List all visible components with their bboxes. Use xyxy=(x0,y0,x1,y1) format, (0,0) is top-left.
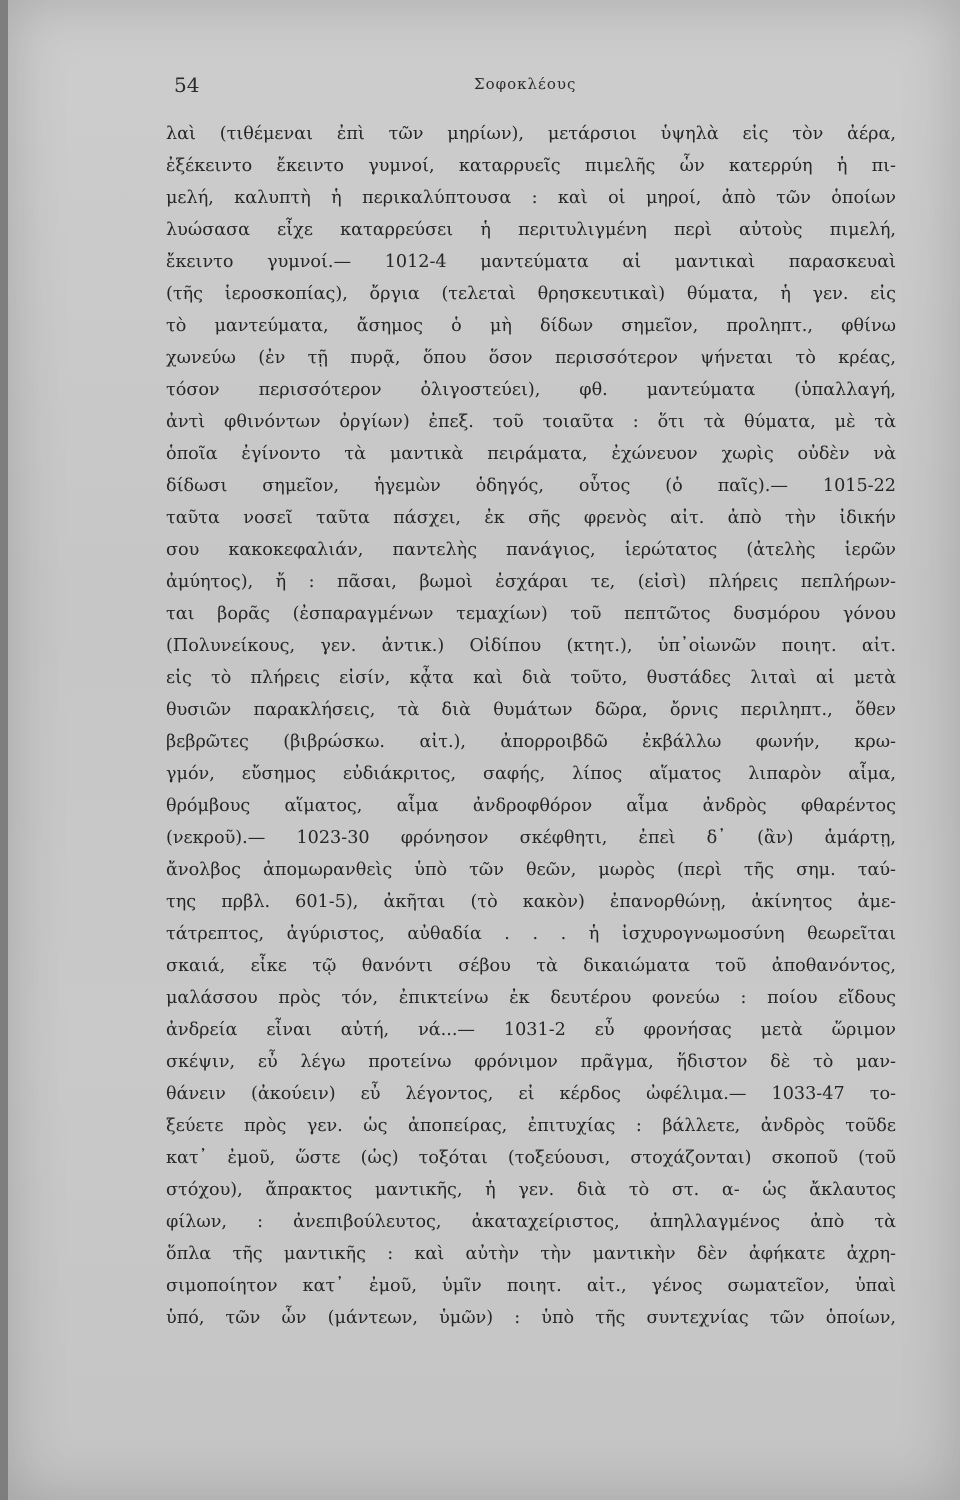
text-line: σου κακοκεφαλιάν, παντελὴς πανάγιος, ἱερώτατος (ἀτελὴς ἱερῶν xyxy=(166,540,896,560)
text-line: τόσον περισσότερον ὀλιγοστεύει), φθ. μαντεύματα (ὑπαλλαγή, xyxy=(166,380,896,400)
text-line: χωνεύω (ἐν τῇ πυρᾷ, ὅπου ὅσον περισσότερον ψήνεται τὸ κρέας, xyxy=(166,348,896,368)
text-line: σιμοποίητον κατ᾽ ἐμοῦ, ὑμῖν ποιητ. αἰτ., γένος σωματεῖον, ὑπαὶ xyxy=(166,1276,896,1296)
text-line: λαὶ (τιθέμεναι ἐπὶ τῶν μηρίων), μετάρσιοι ὑψηλὰ εἰς τὸν ἀέρα, xyxy=(166,124,896,144)
book-page xyxy=(8,0,960,1500)
text-line: ὅπλα τῆς μαντικῆς : καὶ αὐτὴν τὴν μαντικὴν δὲν ἀφήκατε ἀχρη- xyxy=(166,1244,896,1264)
text-line: ἀντὶ φθινόντων ὀργίων) ἐπεξ. τοῦ τοιαῦτα : ὅτι τὰ θύματα, μὲ τὰ xyxy=(166,412,896,432)
commentary-text xyxy=(166,118,896,1334)
text-line: ὑπό, τῶν ὧν (μάντεων, ὑμῶν) : ὑπὸ τῆς συντεχνίας τῶν ὁποίων, xyxy=(166,1308,896,1328)
text-line: ἔκειντο γυμνοί.— 1012-4 μαντεύματα αἱ μαντικαὶ παρασκευαὶ xyxy=(166,252,896,272)
text-line: θάνειν (ἀκούειν) εὖ λέγοντος, εἰ κέρδος ὠφέλιμα.— 1033-47 το- xyxy=(166,1084,896,1104)
text-line: (νεκροῦ).— 1023-30 φρόνησον σκέφθητι, ἐπεὶ δ᾽ (ἂν) ἁμάρτῃ, xyxy=(166,828,896,848)
text-line: σκαιά, εἶκε τῷ θανόντι σέβου τὰ δικαιώματα τοῦ ἀποθανόντος, xyxy=(166,956,896,976)
text-line: βεβρῶτες (βιβρώσκω. αἰτ.), ἀπορροιβδῶ ἐκβάλλω φωνήν, κρω- xyxy=(166,732,896,752)
text-line: ξεύετε πρὸς γεν. ὡς ἀποπείρας, ἐπιτυχίας : βάλλετε, ἀνδρὸς τοῦδε xyxy=(166,1116,896,1136)
text-line: δίδωσι σημεῖον, ἡγεμὼν ὁδηγός, οὗτος (ὁ παῖς).— 1015-22 xyxy=(166,476,896,496)
text-line: κατ᾽ ἐμοῦ, ὥστε (ὡς) τοξόται (τοξεύουσι, στοχάζονται) σκοποῦ (τοῦ xyxy=(166,1148,896,1168)
text-line: ἀνδρεία εἶναι αὐτή, νά...— 1031-2 εὖ φρονήσας μετὰ ὥριμον xyxy=(166,1020,896,1040)
text-line: (τῆς ἱεροσκοπίας), ὄργια (τελεταὶ θρησκευτικαὶ) θύματα, ἡ γεν. εἰς xyxy=(166,284,896,304)
text-line: ὁποῖα ἐγίνοντο τὰ μαντικὰ πειράματα, ἐχώνευον χωρὶς οὐδὲν νὰ xyxy=(166,444,896,464)
text-line: (Πολυνείκους, γεν. ἀντικ.) Οἰδίπου (κτητ.), ὑπ᾽οἰωνῶν ποιητ. αἰτ. xyxy=(166,636,896,656)
text-line: φίλων, : ἀνεπιβούλευτος, ἀκαταχείριστος, ἀπηλλαγμένος ἀπὸ τὰ xyxy=(166,1212,896,1232)
text-line: τὸ μαντεύματα, ἄσημος ὁ μὴ δίδων σημεῖον, προληπτ., φθίνω xyxy=(166,316,896,336)
text-line: γμόν, εὔσημος εὐδιάκριτος, σαφής, λίπος αἵματος λιπαρὸν αἷμα, xyxy=(166,764,896,784)
text-line: σκέψιν, εὖ λέγω προτείνω φρόνιμον πρᾶγμα, ἥδιστον δὲ τὸ μαν- xyxy=(166,1052,896,1072)
text-line: μαλάσσου πρὸς τόν, ἐπικτείνω ἐκ δευτέρου φονεύω : ποίου εἴδους xyxy=(166,988,896,1008)
text-line: ταῦτα νοσεῖ ταῦτα πάσχει, ἐκ σῆς φρενὸς αἰτ. ἀπὸ τὴν ἰδικήν xyxy=(166,508,896,528)
text-line: ἐξέκειντο ἔκειντο γυμνοί, καταρρυεῖς πιμελῆς ὧν κατερρύη ἡ πι- xyxy=(166,156,896,176)
text-line: ται βορᾶς (ἐσπαραγμένων τεμαχίων) τοῦ πεπτῶτος δυσμόρου γόνου xyxy=(166,604,896,624)
text-line: θυσιῶν παρακλήσεις, τὰ διὰ θυμάτων δῶρα, ὄρνις περιληπτ., ὅθεν xyxy=(166,700,896,720)
text-line: στόχου), ἄπρακτος μαντικῆς, ἡ γεν. διὰ τὸ στ. α- ὡς ἄκλαυτος xyxy=(166,1180,896,1200)
running-head: Σοφοκλέους xyxy=(474,75,577,93)
text-line: της πρβλ. 601-5), ἀκῆται (τὸ κακὸν) ἐπανορθώνῃ, ἀκίνητος ἀμε- xyxy=(166,892,896,912)
text-line: τάτρεπτος, ἀγύριστος, αὐθαδία . . . ἡ ἰσχυρογνωμοσύνη θεωρεῖται xyxy=(166,924,896,944)
text-line: θρόμβους αἵματος, αἷμα ἀνδροφθόρον αἷμα ἀνδρὸς φθαρέντος xyxy=(166,796,896,816)
page-number: 54 xyxy=(174,73,200,97)
text-line: ἄνολβος ἀπομωρανθεὶς ὑπὸ τῶν θεῶν, μωρὸς (περὶ τῆς σημ. ταύ- xyxy=(166,860,896,880)
text-line: εἰς τὸ πλήρεις εἰσίν, κᾆτα καὶ διὰ τοῦτο, θυστάδες λιταὶ αἱ μετὰ xyxy=(166,668,896,688)
page-header xyxy=(174,73,900,103)
text-line: λυώσασα εἶχε καταρρεύσει ἡ περιτυλιγμένη περὶ αὐτοὺς πιμελή, xyxy=(166,220,896,240)
text-line: μελή, καλυπτὴ ἡ περικαλύπτουσα : καὶ οἱ μηροί, ἀπὸ τῶν ὁποίων xyxy=(166,188,896,208)
text-line: ἀμύητος), ἤ : πᾶσαι, βωμοὶ ἐσχάραι τε, (εἰσὶ) πλήρεις πεπλήρων- xyxy=(166,572,896,592)
